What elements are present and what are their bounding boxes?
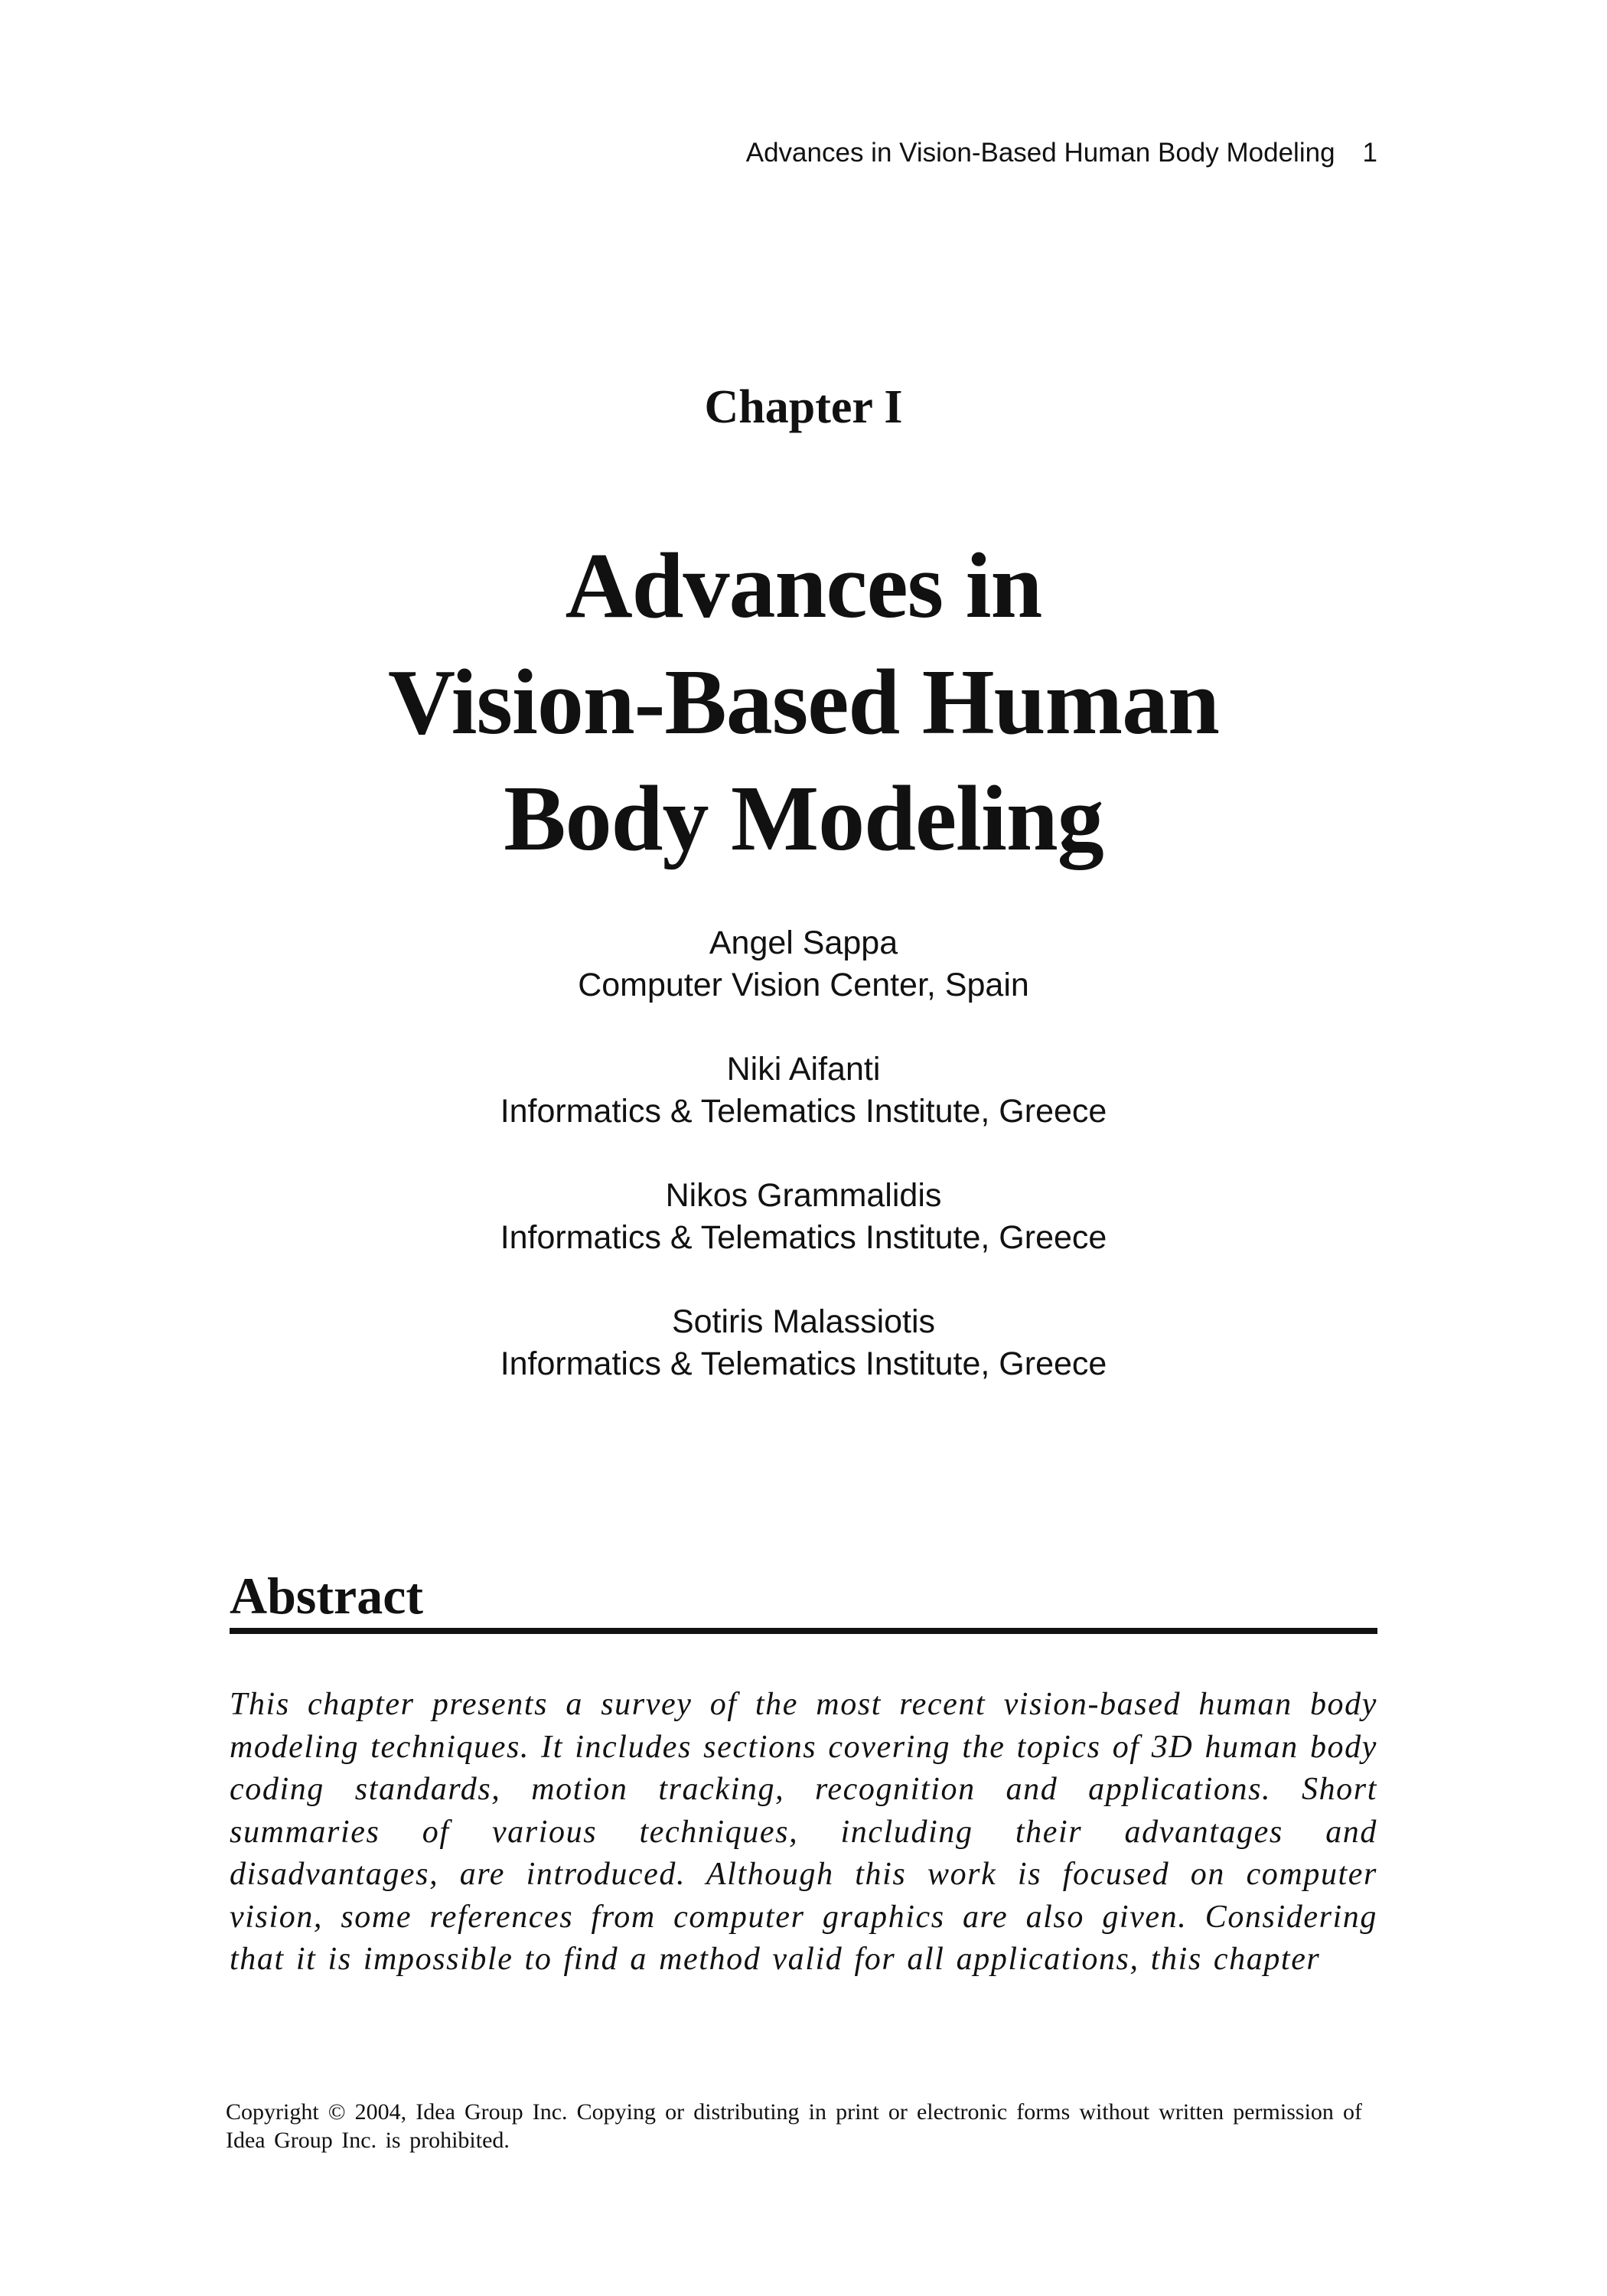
abstract-text: This chapter presents a survey of the most recent vision-based human body modeling techniques. It includes sections covering the topics of 3D human body coding standards, motion tracking, recognition and applications. Short summaries of various techniques, including their advantages and disadvantages, are introduced. Although this work is focused on computer vision, some references from computer graphics are also given. Considering that it is impossible to find a method valid for all applications, this chapter [230,1687,1377,1977]
author-name: Sotiris Malassiotis [671,1303,936,1340]
author-block [0,1049,1607,1133]
running-header [746,136,1377,170]
chapter-title [0,528,1607,877]
author-affiliation: Informatics & Telematics Institute, Greece [500,1093,1107,1130]
author-affiliation: Informatics & Telematics Institute, Greece [500,1219,1107,1256]
chapter-title-line-1: Advances in [565,534,1042,638]
chapter-title-line-2: Vision-Based Human [388,651,1219,754]
abstract-heading: Abstract [230,1567,424,1625]
copyright-notice: Copyright © 2004, Idea Group Inc. Copying or distributing in print or electronic forms without written permission of Idea Group Inc. is prohibited. [226,2099,1362,2153]
author-affiliation: Informatics & Telematics Institute, Greece [500,1345,1107,1382]
abstract-divider [230,1628,1377,1634]
running-header-title: Advances in Vision-Based Human Body Modeling [745,138,1335,168]
author-block [0,1175,1607,1259]
author-name: Nikos Grammalidis [665,1177,942,1214]
page-number: 1 [1362,138,1377,168]
author-list [0,922,1607,1427]
author-block [0,1301,1607,1385]
chapter-title-line-3: Body Modeling [504,767,1103,870]
author-name: Niki Aifanti [726,1051,881,1088]
chapter-label: Chapter I [704,381,903,433]
author-name: Angel Sappa [709,925,898,961]
author-affiliation: Computer Vision Center, Spain [578,967,1029,1003]
author-block [0,922,1607,1006]
